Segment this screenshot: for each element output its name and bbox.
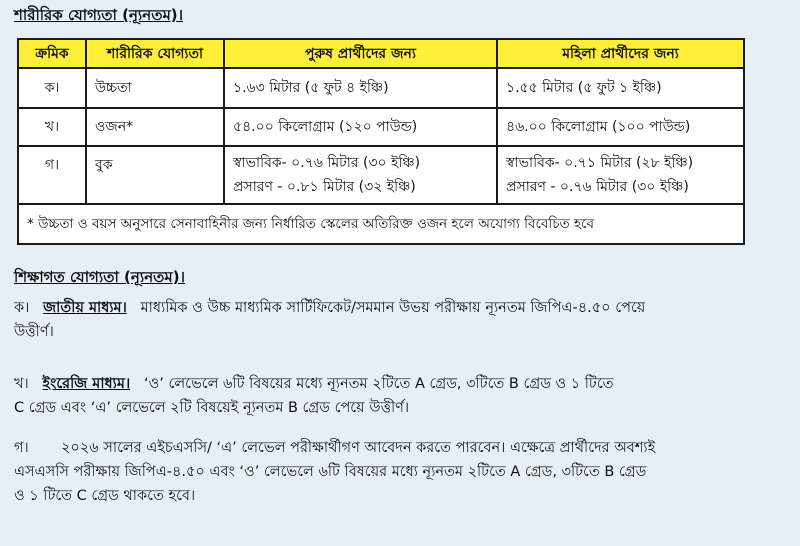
para-text-line: এসএসসি পরীক্ষায় জিপিএ-৪.৫০ এবং ‘ও’ লেভেলে ৬টি বিষয়ের মধ্যে ন্যূনতম ২টিতে A গ্রেড, ৩টিতে B গ্রেড	[14, 464, 647, 480]
para-text-line: C গ্রেড এবং ‘এ’ লেভেলে ২টি বিষয়েই ন্যূনতম B গ্রেড পেয়ে উত্তীর্ণ।	[14, 400, 410, 416]
para-text-line: উত্তীর্ণ।	[14, 324, 54, 340]
para-text-line: ২০২৬ সালের এইচএসসি/ ‘এ’ লেভেল পরীক্ষার্থীগণ আবেদন করতে পারবেন। এক্ষেত্রে প্রার্থীদের অবশ্যই	[60, 440, 656, 456]
national-curriculum-paragraph	[14, 296, 784, 344]
header-female: মহিলা প্রার্থীদের জন্য	[497, 39, 744, 68]
table-row	[18, 68, 744, 108]
chest-normal-female: স্বাভাবিক- ০.৭১ মিটার (২৮ ইঞ্চি)	[506, 155, 694, 171]
row-female: ৪৬.০০ কিলোগ্রাম (১০০ পাউন্ড)	[497, 108, 744, 146]
row-serial: গ।	[18, 146, 86, 204]
row-serial: খ।	[18, 108, 86, 146]
educational-requirements-heading: শিক্ষাগত যোগ্যতা (ন্যূনতম)।	[14, 268, 185, 286]
table-row	[18, 108, 744, 146]
para-prefix: খ।	[14, 376, 29, 392]
para-text-line: মাধ্যমিক ও উচ্চ মাধ্যমিক সার্টিফিকেট/সমমান উভয় পরীক্ষায় ন্যূনতম জিপিএ-৪.৫০ পেয়ে	[140, 300, 646, 316]
header-serial: ক্রমিক	[18, 39, 86, 68]
row-male: ৫৪.০০ কিলোগ্রাম (১২০ পাউন্ড)	[224, 108, 497, 146]
row-male	[224, 146, 497, 204]
chest-expanded-male: প্রসারণ - ০.৮১ মিটার (৩২ ইঞ্চি)	[233, 179, 416, 195]
row-female	[497, 146, 744, 204]
english-medium-paragraph	[14, 372, 784, 420]
para-text-line: ও ১ টিতে C গ্রেড থাকতে হবে।	[14, 488, 196, 504]
para-prefix: ক।	[14, 300, 30, 316]
physical-requirements-table	[17, 38, 745, 245]
table-row	[18, 146, 744, 204]
row-item: উচ্চতা	[86, 68, 224, 108]
row-serial: ক।	[18, 68, 86, 108]
header-requirement: শারীরিক যোগ্যতা	[86, 39, 224, 68]
para-label: জাতীয় মাধ্যম।	[43, 300, 127, 316]
row-female: ১.৫৫ মিটার (৫ ফুট ১ ইঞ্চি)	[497, 68, 744, 108]
row-item: ওজন*	[86, 108, 224, 146]
para-label: ইংরেজি মাধ্যম।	[42, 376, 131, 392]
row-item: বুক	[86, 146, 224, 204]
table-header-row	[18, 39, 744, 68]
hsc-candidates-paragraph	[14, 436, 784, 508]
physical-requirements-heading: শারীরিক যোগ্যতা (ন্যূনতম)।	[14, 6, 184, 24]
header-male: পুরুষ প্রার্থীদের জন্য	[224, 39, 497, 68]
table-footnote: * উচ্চতা ও বয়স অনুসারে সেনাবাহিনীর জন্য নির্ধারিত স্কেলের অতিরিক্ত ওজন হলে অযোগ্য বিবেচিত হবে	[18, 204, 744, 244]
chest-expanded-female: প্রসারণ - ০.৭৬ মিটার (৩০ ইঞ্চি)	[506, 179, 689, 195]
para-prefix: গ।	[14, 440, 29, 456]
row-male: ১.৬৩ মিটার (৫ ফুট ৪ ইঞ্চি)	[224, 68, 497, 108]
chest-normal-male: স্বাভাবিক- ০.৭৬ মিটার (৩০ ইঞ্চি)	[233, 155, 421, 171]
table-note-row	[18, 204, 744, 244]
para-text-line: ‘ও’ লেভেলে ৬টি বিষয়ের মধ্যে ন্যূনতম ২টিতে A গ্রেড, ৩টিতে B গ্রেড ও ১ টিতে	[143, 376, 614, 392]
